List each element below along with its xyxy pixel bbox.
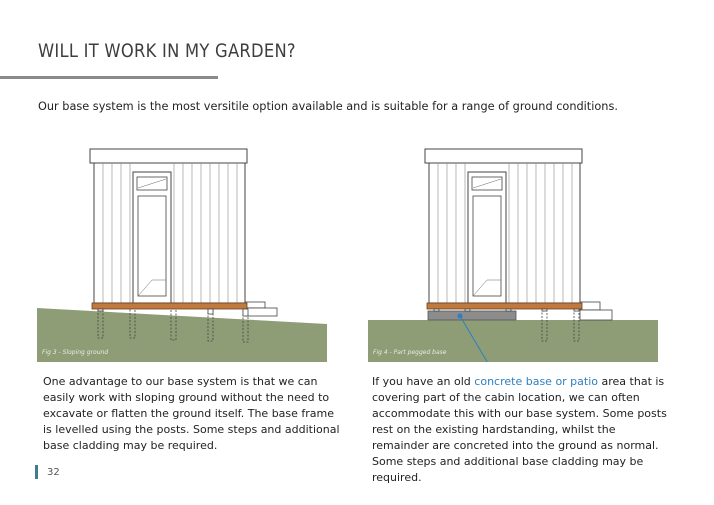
figure-sloping-ground <box>37 140 327 362</box>
base-frame <box>427 303 582 309</box>
page-number-marker <box>35 465 38 479</box>
paragraph-part-pegged <box>372 374 672 486</box>
page-number: 32 <box>47 467 60 478</box>
concrete-pad <box>428 311 516 320</box>
base-frame <box>92 303 247 309</box>
intro-text: Our base system is the most versitile option available and is suitable for a range of ground conditions. <box>38 100 618 113</box>
cabin-illustration-pegged <box>368 140 658 362</box>
figure-caption: Fig 3 - Sloping ground <box>42 349 109 356</box>
title-underline <box>0 76 218 79</box>
cabin-illustration-sloping <box>37 140 327 362</box>
figure-part-pegged-base <box>368 140 658 362</box>
concrete-base-link[interactable]: concrete base or patio <box>474 375 599 388</box>
paragraph-text-after: area that is covering part of the cabin location, we can often accommodate this with our base system. Some posts rest on the existing hardstanding, whilst the remainder are concreted into the ground as normal. Some steps and additional base cladding may be required. <box>372 375 667 484</box>
figure-caption: Fig 4 - Part pegged base <box>373 349 447 356</box>
callout-dot <box>458 314 463 319</box>
paragraph-text-before: If you have an old <box>372 375 475 388</box>
paragraph-sloping-ground: One advantage to our base system is that we can easily work with sloping ground without the need to excavate or flatten the ground itself. The base frame is levelled using the posts. Some steps and additional base cladding may be required. <box>43 375 340 452</box>
page-title: WILL IT WORK IN MY GARDEN? <box>38 40 296 62</box>
